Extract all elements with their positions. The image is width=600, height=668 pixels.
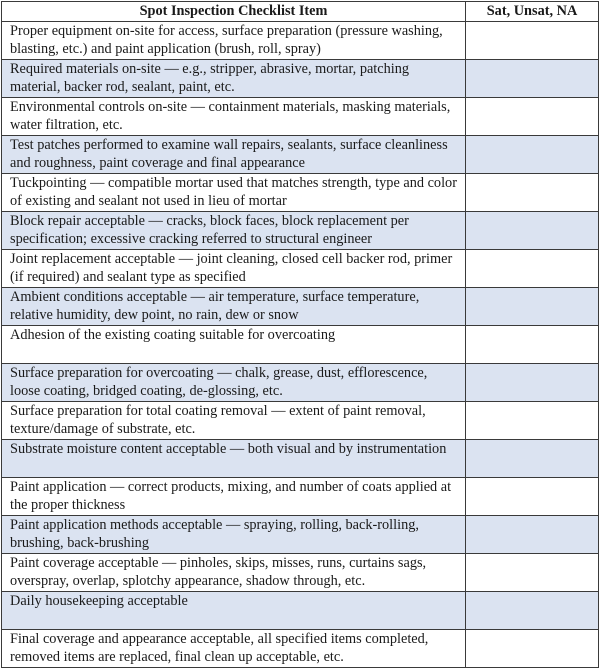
checklist-item-text: Ambient conditions acceptable — air temperature, surface temperature, relative humidity, dew point, no rain, dew or snow <box>2 288 466 326</box>
table-row <box>2 516 599 554</box>
status-cell[interactable] <box>466 516 599 554</box>
status-cell[interactable] <box>466 592 599 630</box>
table-row <box>2 98 599 136</box>
table-row <box>2 402 599 440</box>
table-row <box>2 478 599 516</box>
checklist-item-text: Tuckpointing — compatible mortar used that matches strength, type and color of existing and sealant not used in lieu of mortar <box>2 174 466 212</box>
status-cell[interactable] <box>466 174 599 212</box>
table-row <box>2 174 599 212</box>
header-checklist-item: Spot Inspection Checklist Item <box>2 2 466 22</box>
table-row <box>2 592 599 630</box>
checklist-item-text: Surface preparation for total coating removal — extent of paint removal, texture/damage of substrate, etc. <box>2 402 466 440</box>
table-row <box>2 326 599 364</box>
header-row <box>2 2 599 22</box>
status-cell[interactable] <box>466 212 599 250</box>
table-row <box>2 364 599 402</box>
checklist-item-text: Surface preparation for overcoating — chalk, grease, dust, efflorescence, loose coating, bridged coating, de-glossing, etc. <box>2 364 466 402</box>
status-cell[interactable] <box>466 98 599 136</box>
status-cell[interactable] <box>466 402 599 440</box>
status-cell[interactable] <box>466 478 599 516</box>
table-row <box>2 136 599 174</box>
checklist-item-text: Adhesion of the existing coating suitable for overcoating <box>2 326 466 364</box>
checklist-item-text: Environmental controls on-site — containment materials, masking materials, water filtration, etc. <box>2 98 466 136</box>
status-cell[interactable] <box>466 554 599 592</box>
checklist-item-text: Proper equipment on-site for access, surface preparation (pressure washing, blasting, etc.) and paint application (brush, roll, spray) <box>2 22 466 60</box>
table-row <box>2 440 599 478</box>
status-cell[interactable] <box>466 60 599 98</box>
table-row <box>2 212 599 250</box>
status-cell[interactable] <box>466 136 599 174</box>
checklist-item-text: Final coverage and appearance acceptable, all specified items completed, removed items are replaced, final clean up acceptable, etc. <box>2 630 466 668</box>
table-row <box>2 60 599 98</box>
checklist-item-text: Joint replacement acceptable — joint cleaning, closed cell backer rod, primer (if required) and sealant type as specified <box>2 250 466 288</box>
status-cell[interactable] <box>466 22 599 60</box>
status-cell[interactable] <box>466 440 599 478</box>
table-row <box>2 22 599 60</box>
checklist-item-text: Daily housekeeping acceptable <box>2 592 466 630</box>
checklist-item-text: Substrate moisture content acceptable — both visual and by instrumentation <box>2 440 466 478</box>
status-cell[interactable] <box>466 630 599 668</box>
table-row <box>2 288 599 326</box>
checklist-item-text: Test patches performed to examine wall repairs, sealants, surface cleanliness and roughness, paint coverage and final appearance <box>2 136 466 174</box>
checklist-item-text: Required materials on-site — e.g., stripper, abrasive, mortar, patching material, backer rod, sealant, paint, etc. <box>2 60 466 98</box>
table-row <box>2 630 599 668</box>
status-cell[interactable] <box>466 364 599 402</box>
status-cell[interactable] <box>466 250 599 288</box>
inspection-checklist-document <box>1 1 599 666</box>
table-row <box>2 250 599 288</box>
status-cell[interactable] <box>466 326 599 364</box>
checklist-item-text: Paint coverage acceptable — pinholes, skips, misses, runs, curtains sags, overspray, overlap, splotchy appearance, shadow through, etc. <box>2 554 466 592</box>
status-cell[interactable] <box>466 288 599 326</box>
spot-inspection-checklist-table <box>1 1 599 668</box>
table-row <box>2 554 599 592</box>
checklist-item-text: Block repair acceptable — cracks, block faces, block replacement per specification; excessive cracking referred to structural engineer <box>2 212 466 250</box>
checklist-item-text: Paint application — correct products, mixing, and number of coats applied at the proper thickness <box>2 478 466 516</box>
header-status: Sat, Unsat, NA <box>466 2 599 22</box>
checklist-item-text: Paint application methods acceptable — spraying, rolling, back-rolling, brushing, back-brushing <box>2 516 466 554</box>
